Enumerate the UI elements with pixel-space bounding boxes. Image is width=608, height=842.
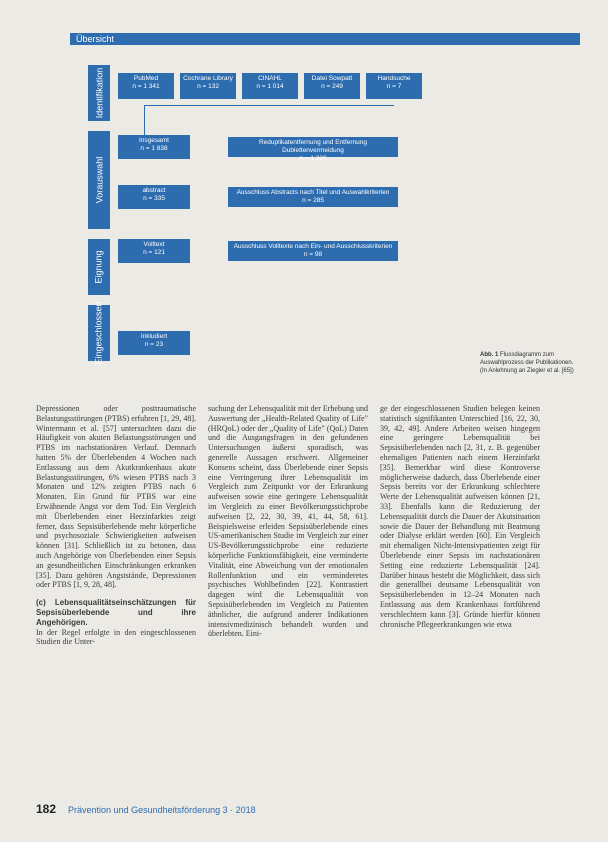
- flow-box-total: Insgesamt n = 1 838: [118, 135, 190, 159]
- text-column-3: ge der eingeschlossenen Studien belegen keinen statistisch signifikanten Unterschied [16, 22, 30, 39, 42, 49]. Andere Arbeiten weisen hingegen eine geringere Lebensqualität bei Sepsisüberlebenden nach [2, 31, z. B. gegenüber ehemaligen Patienten nach einem Herzinfarkt [35]. Bemerkbar wird diese Kontroverse möglicherweise dadurch, dass Überlebende einer Sepsis bereits vor der Erkrankung schlechtere Werte der Lebensqualität aufweisen können [21, 33]. Ebenfalls kann die Reduzierung der Lebensqualität durch die Dauer der Akutsituation sowie die Dauer der Behandlung mit Beatmung oder Dialyse erklärt werden [60]. Ein Vergleich mit ehemaligen Nicht-Intensivpatienten zeigt für Überlebende einer Sepsis im nachstationären Setting eine reduzierte Lebensqualität [24]. Darüber hinaus besteht die Möglichkeit, dass sich die generallbei deutsame Lebensqualität von Sepsisüberlebenden in 12–24 Monaten nach Entlassung aus dem Krankenhaus fortführend verschlechtern kann [3]. Gründe hierfür können chronische Pflegeerkrankungen wie etwa: [380, 404, 540, 629]
- page-footer: 182 Prävention und Gesundheitsförderung 3 · 2018: [36, 802, 256, 816]
- flowchart: [88, 65, 488, 365]
- source-box: PubMed n = 1 341: [118, 73, 174, 99]
- flow-box-abstract: abstract n = 335: [118, 185, 190, 209]
- stage-identifikation: Identifikation: [88, 65, 110, 121]
- stage-vorauswahl: Vorauswahl: [88, 131, 110, 229]
- connector-line: [144, 105, 145, 135]
- flow-box-fulltext: Volltext n = 121: [118, 239, 190, 263]
- source-box: CINAHL n = 1 014: [242, 73, 298, 99]
- source-box: Handsuche n = 7: [366, 73, 422, 99]
- flow-box-included: Inkludiert n = 23: [118, 331, 190, 355]
- text-column-1: Depressionen oder posttraumatische Belastungsstörungen (PTBS) erfuhren [1, 29, 48]. Wintermann et al. [57] untersuchten dazu die Häufigkeit von akuten Belastungsstörungen und PTBS im nachstationären Verlauf. Demnach hatten 5% der Überlebenden 4 Wochen nach Entlassung aus dem Akutkrankenhaus akute Belastungsstörungen, 6% wiesen PTBS nach 3 Monaten und 12% zeigten PTBS nach 6 Monaten. Ein Grund für PTBS war eine Erwähnende Angst vor dem Tod. Ein Vergleich mit Überlebenden einer Herzinfarktes zeigt ferner, dass Sepsisüberlebende mehr körperliche und psychosoziale Schwierigkeiten aufweisen können [31]. Schließlich ist zu betonen, dass auch Angehörige von Überlebenden einer Sepsis an gesundheitlichen Einschränkungen erkranken [35]. Dazu gehören Angststände, Depressionen oder PTBS [1, 9, 28, 48]. (c) Lebensqualitätseinschätzungen für Sepsisüberlebende und ihre Angehörigen. In der Regel erfolgte in den eingeschlossenen Studien die Unter-: [36, 404, 196, 647]
- stage-eingeschlossen: Eingeschlossen: [88, 305, 110, 361]
- text-column-2: suchung der Lebensqualität mit der Erhebung und Auswertung der „Health-Related Quality of Life" (HRQoL) oder der „Quality of Life" (QoL) Daten und die Ausgangsfragen in den gefundenen Untersuchungen äußerst sporadisch, was generelle Aussagen erschwert. Allgemeiner Konsens scheint, dass Überlebende einer Sepsis eine Verringerung ihrer Lebensqualität im Vergleich zum Zeitpunkt vor der Erkrankung aufweisen sowie eine geringere Lebensqualität im Vergleich zu einer Bevölkerungsstichprobe aufweisen [2, 22, 30, 39, 41, 44, 58, 61]. Beispielsweise erleiden Sepsisüberlebende eines US-amerikanischen Studie im Vergleich zur einer US-Bevölkerungsstichprobe eine reduzierte körperliche Funktionsfähigkeit, eine verminderte Vitalität, eine Abweichung von der emotionalen Rollenfunktion und ein verminderetes psychisches Wohlbefinden [22]. Kontrastiert dagegen wird die Lebensqualität von Sepsisüberlebenden im Vergleich zu Patienten äthnlicher, die aufgrund anderer Indikationen intensivmedizinisch behandelt wurden und überlebten. Eini-: [208, 404, 368, 639]
- stage-eignung: Eignung: [88, 239, 110, 295]
- connector-line: [144, 105, 394, 106]
- flow-box-exclusion: Reduplikatentfernung und Entfernung Dublettenvermeidung n = 1 220: [228, 137, 398, 157]
- figure-caption: Abb. 1 Flussdiagramm zum Auswahlprozess der Publikationen. (In Anlehnung an Ziegler et al. [65]): [480, 352, 574, 374]
- flow-box-exclusion: Ausschluss Abstracts nach Titel und Auswahlkriterien n = 285: [228, 187, 398, 207]
- section-banner: Übersicht: [70, 33, 580, 45]
- flow-box-exclusion: Ausschluss Volltexte nach Ein- und Ausschlusskriterien n = 98: [228, 241, 398, 261]
- source-box: Datei Sowpatt n = 249: [304, 73, 360, 99]
- source-box: Cochrane Library n = 132: [180, 73, 236, 99]
